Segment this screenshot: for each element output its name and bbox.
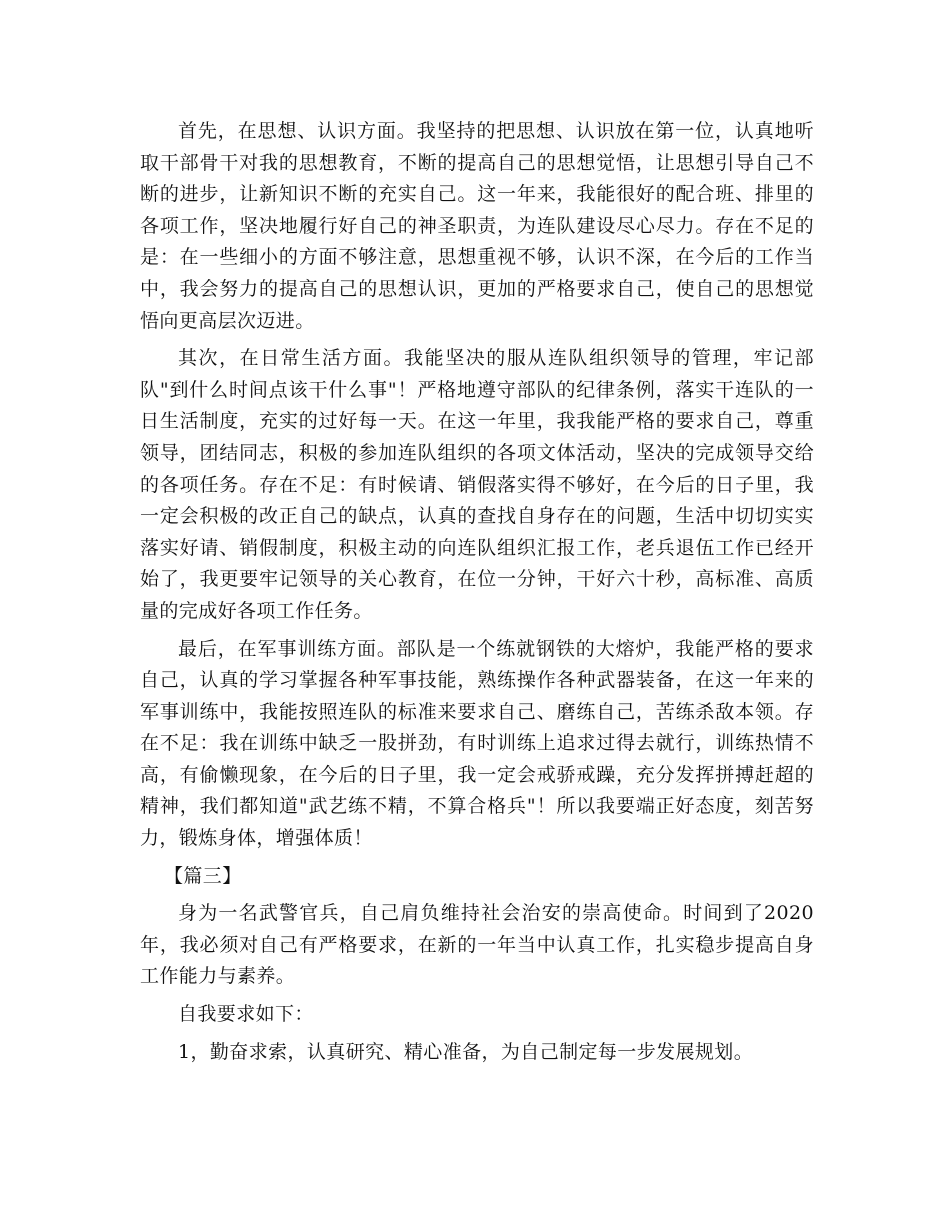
paragraph-daily-life: 其次，在日常生活方面。我能坚决的服从连队组织领导的管理，牢记部队"到什么时间点该干什么事"！严格地遵守部队的纪律条例，落实干连队的一日生活制度，充实的过好每一天。在这一年里，我我能严格的要求自己，尊重领导，团结同志，积极的参加连队组织的各项文体活动，坚决的完成领导交给的各项任务。存在不足：有时候请、销假落实得不够好，在今后的日子里，我一定会积极的改正自己的缺点，认真的查找自身存在的问题，生活中切切实实落实好请、销假制度，积极主动的向连队组织汇报工作，老兵退伍工作已经开始了，我更要牢记领导的关心教育，在位一分钟，干好六十秒，高标准、高质量的完成好各项工作任务。	[140, 347, 814, 622]
paragraph-requirement-1: 1，勤奋求索，认真研究、精心准备，为自己制定每一步发展规划。	[178, 1040, 754, 1063]
section-heading-part-three: 【篇三】	[164, 864, 242, 887]
paragraph-intro: 身为一名武警官兵，自己肩负维持社会治安的崇高使命。时间到了2020年，我必须对自己有严格要求，在新的一年当中认真工作，扎实稳步提高自身工作能力与素养。	[140, 902, 814, 988]
paragraph-thought: 首先，在思想、认识方面。我坚持的把思想、认识放在第一位，认真地听取干部骨干对我的思想教育，不断的提高自己的思想觉悟，让思想引导自己不断的进步，让新知识不断的充实自己。这一年来，我能很好的配合班、排里的各项工作，坚决地履行好自己的神圣职责，为连队建设尽心尽力。存在不足的是：在一些细小的方面不够注意，思想重视不够，认识不深，在今后的工作当中，我会努力的提高自己的思想认识，更加的严格要求自己，使自己的思想觉悟向更高层次迈进。	[140, 120, 814, 332]
paragraph-military-training: 最后，在军事训练方面。部队是一个练就钢铁的大熔炉，我能严格的要求自己，认真的学习掌握各种军事技能，熟练操作各种武器装备，在这一年来的军事训练中，我能按照连队的标准来要求自己、磨练自己，苦练杀敌本领。存在不足：我在训练中缺乏一股拼劲，有时训练上追求过得去就行，训练热情不高，有偷懒现象，在今后的日子里，我一定会戒骄戒躁，充分发挥拼搏赶超的精神，我们都知道"武艺练不精，不算合格兵"！所以我要端正好态度，刻苦努力，锻炼身体，增强体质！	[140, 637, 814, 850]
document-page	[140, 116, 814, 1074]
paragraph-requirements-label: 自我要求如下：	[178, 1003, 314, 1026]
